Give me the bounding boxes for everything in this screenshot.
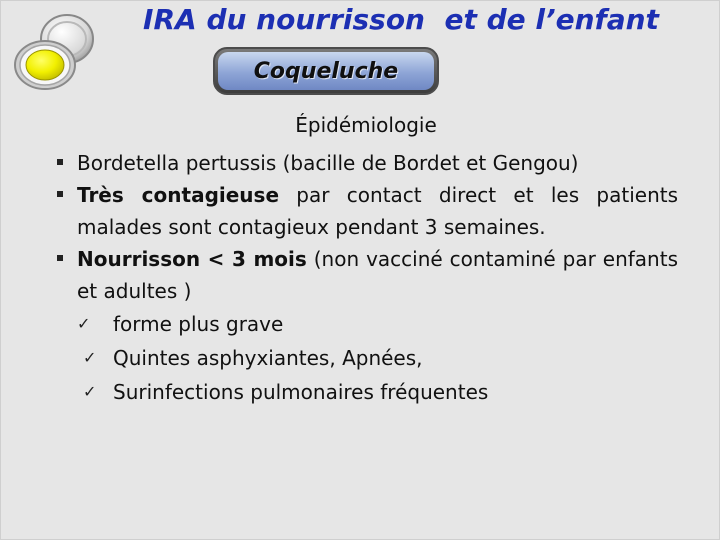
sub-bullet-item	[77, 307, 678, 341]
bullet-item	[53, 243, 678, 307]
checkmark-icon: ✓	[83, 382, 97, 401]
topic-badge	[213, 47, 439, 95]
sub-bullet-item	[83, 341, 678, 375]
square-bullet-icon	[57, 191, 63, 197]
topic-badge-label: Coqueluche	[218, 52, 434, 90]
coin-logo-icon	[9, 13, 97, 91]
square-bullet-icon	[57, 255, 63, 261]
checkmark-icon: ✓	[83, 348, 97, 367]
sub-bullet-text: Quintes asphyxiantes, Apnées,	[113, 346, 423, 370]
bullet-text: par contact direct et les patients malades sont contagieux pendant 3 semaines.	[77, 183, 678, 239]
sub-bullet-item	[83, 375, 678, 409]
bullet-text: Bordetella pertussis (bacille de Bordet et Gengou)	[77, 151, 579, 175]
page-title: IRA du nourrisson et de l’enfant	[143, 3, 659, 36]
bullet-text: (non vacciné contaminé par enfants et adultes )	[77, 247, 678, 303]
checkmark-icon: ✓	[77, 314, 91, 333]
bullet-item	[53, 147, 678, 179]
square-bullet-icon	[57, 159, 63, 165]
sub-bullet-text: forme plus grave	[113, 312, 284, 336]
bullet-bold-text: Très contagieuse	[77, 183, 280, 207]
section-heading: Épidémiologie	[295, 113, 437, 137]
bullet-item	[53, 179, 678, 243]
sub-bullet-text: Surinfections pulmonaires fréquentes	[113, 380, 489, 404]
bullet-bold-text: Nourrisson < 3 mois	[77, 247, 307, 271]
bullet-list	[53, 147, 678, 409]
